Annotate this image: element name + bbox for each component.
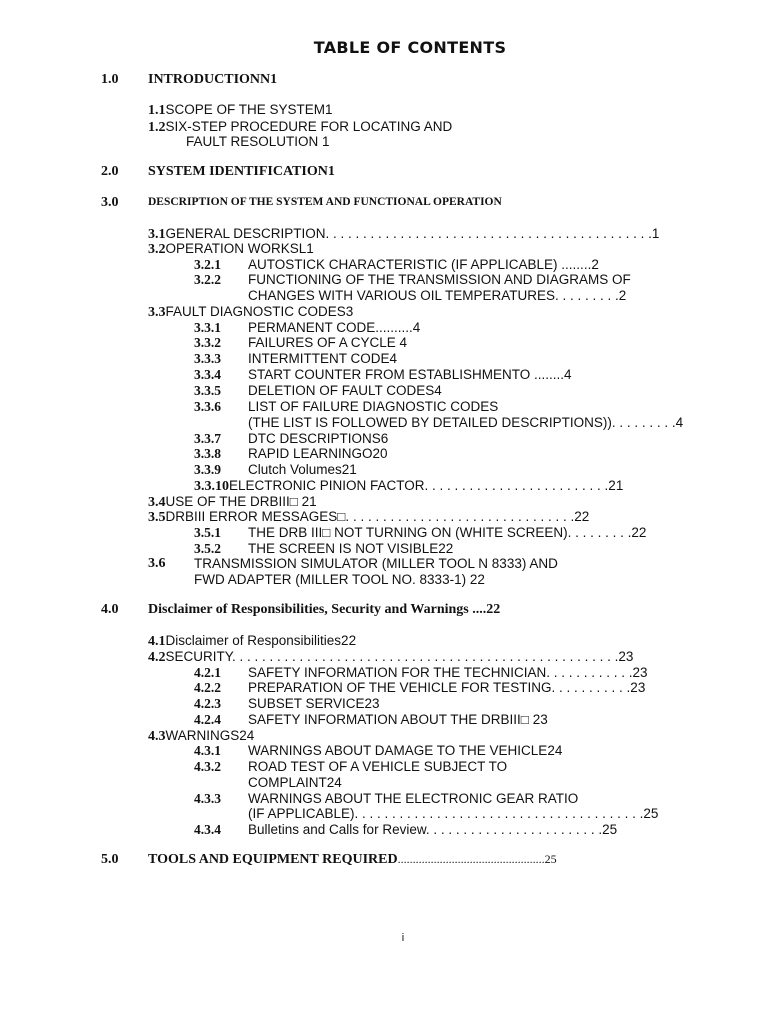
entry-number: 3.3.4 — [194, 367, 221, 382]
entry-number: 1.1 — [148, 103, 166, 118]
section-number: 5.0 — [101, 852, 119, 867]
entry-number: 4.1 — [148, 634, 166, 649]
entry-title: RAPID LEARNINGO20 — [248, 446, 388, 461]
entry-title: TRANSMISSION SIMULATOR (MILLER TOOL N 8333) AND — [194, 556, 558, 571]
entry-number: 3.2.1 — [194, 257, 221, 272]
entry-title: SECURITY. . . . . . . . . . . . . . . . . . . . . . . . . . . . . . . . . . . . . . . . . . . . . . . . . . . .23 — [165, 649, 634, 664]
entry-number: 3.3.6 — [194, 399, 221, 414]
entry-number: 3.5.1 — [194, 525, 221, 540]
entry-number: 3.3.10 — [194, 479, 229, 494]
entry-number: 1.2 — [148, 120, 166, 135]
entry-title: GENERAL DESCRIPTION. . . . . . . . . . . . . . . . . . . . . . . . . . . . . . . . . . . . . . . . . . . .1 — [165, 226, 660, 241]
section-title: SYSTEM IDENTIFICATION1 — [148, 164, 335, 179]
entry-title: WARNINGS ABOUT DAMAGE TO THE VEHICLE24 — [248, 743, 563, 758]
entry-number: 4.2.1 — [194, 665, 221, 680]
entry-title-continued: FAULT RESOLUTION 1 — [186, 134, 330, 149]
entry-number: 3.1 — [148, 227, 166, 242]
entry-title: DTC DESCRIPTIONS6 — [248, 431, 389, 446]
entry-title: FAILURES OF A CYCLE 4 — [248, 335, 408, 350]
entry-number: 3.3.2 — [194, 335, 221, 350]
entry-number: 3.4 — [148, 495, 166, 510]
entry-number: 4.3.3 — [194, 791, 221, 806]
toc-entry-3-3-10[interactable] — [194, 478, 623, 495]
entry-title: THE DRB III□ NOT TURNING ON (WHITE SCREEN). . . . . . . . .22 — [248, 525, 647, 540]
entry-number: 4.3.1 — [194, 743, 221, 758]
entry-number: 3.3.5 — [194, 383, 221, 398]
page-number: i — [401, 932, 405, 944]
entry-number: 4.2 — [148, 650, 166, 665]
entry-number: 4.2.3 — [194, 696, 221, 711]
entry-number: 3.3 — [148, 305, 166, 320]
entry-title: SUBSET SERVICE23 — [248, 696, 380, 711]
entry-title: Disclaimer of Responsibilities22 — [165, 633, 357, 648]
toc-entry-4-2[interactable] — [148, 649, 633, 666]
entry-number: 3.5 — [148, 510, 166, 525]
entry-number: 4.3.2 — [194, 759, 221, 774]
entry-number: 3.3.8 — [194, 446, 221, 461]
entry-number: 3.3.7 — [194, 431, 221, 446]
section-title: Disclaimer of Responsibilities, Security and Warnings ....22 — [148, 602, 501, 617]
page-title: TABLE OF CONTENTS — [313, 38, 507, 57]
entry-title: DELETION OF FAULT CODES4 — [248, 383, 442, 398]
entry-title-continued: (THE LIST IS FOLLOWED BY DETAILED DESCRIPTIONS)). . . . . . . . .4 — [248, 415, 684, 430]
toc-entry-4-1[interactable] — [148, 633, 356, 650]
entry-number: 3.3.1 — [194, 320, 221, 335]
entry-title: FAULT DIAGNOSTIC CODES3 — [165, 304, 354, 319]
toc-entry-3-5[interactable] — [148, 509, 589, 526]
toc-entry-3-3[interactable] — [148, 304, 353, 321]
entry-title: ROAD TEST OF A VEHICLE SUBJECT TO — [248, 759, 508, 774]
entry-title: ELECTRONIC PINION FACTOR. . . . . . . . . . . . . . . . . . . . . . . . .21 — [229, 478, 624, 493]
section-title: DESCRIPTION OF THE SYSTEM AND FUNCTIONAL OPERATION — [148, 196, 502, 208]
entry-title: OPERATION WORKSL1 — [165, 241, 314, 256]
section-number: 4.0 — [101, 602, 119, 617]
entry-title-continued: (IF APPLICABLE). . . . . . . . . . . . . . . . . . . . . . . . . . . . . . . . . . . . . . .25 — [248, 806, 659, 821]
entry-title: LIST OF FAILURE DIAGNOSTIC CODES — [248, 399, 499, 414]
section-title: INTRODUCTIONN1 — [148, 72, 278, 87]
section-title-text: TOOLS AND EQUIPMENT REQUIRED — [148, 852, 398, 867]
entry-title: WARNINGS ABOUT THE ELECTRONIC GEAR RATIO — [248, 791, 579, 806]
section-number: 1.0 — [101, 72, 119, 87]
entry-title: Bulletins and Calls for Review. . . . . . . . . . . . . . . . . . . . . . . .25 — [248, 822, 618, 837]
entry-number: 4.3.4 — [194, 822, 221, 837]
entry-title: AUTOSTICK CHARACTERISTIC (IF APPLICABLE) ........2 — [248, 257, 599, 272]
entry-title: DRBIII ERROR MESSAGES□. . . . . . . . . . . . . . . . . . . . . . . . . . . . . . .22 — [165, 509, 590, 524]
section-number: 2.0 — [101, 164, 119, 179]
entry-number: 3.2 — [148, 242, 166, 257]
entry-title: FUNCTIONING OF THE TRANSMISSION AND DIAGRAMS OF — [248, 272, 631, 287]
entry-title: PREPARATION OF THE VEHICLE FOR TESTING. . . . . . . . . . .23 — [248, 680, 646, 695]
entry-title: WARNINGS24 — [165, 728, 255, 743]
entry-title: PERMANENT CODE..........4 — [248, 320, 421, 335]
entry-title-continued: COMPLAINT24 — [248, 775, 342, 790]
section-number: 3.0 — [101, 195, 119, 210]
entry-title-continued: CHANGES WITH VARIOUS OIL TEMPERATURES. . . . . . . . .2 — [248, 288, 627, 303]
entry-number: 4.2.2 — [194, 680, 221, 695]
toc-entry-1-1[interactable] — [148, 102, 333, 119]
entry-title: SAFETY INFORMATION ABOUT THE DRBIII□ 23 — [248, 712, 548, 727]
entry-title: USE OF THE DRBIII□ 21 — [165, 494, 317, 509]
entry-title: START COUNTER FROM ESTABLISHMENTO ........4 — [248, 367, 572, 382]
entry-title: Clutch Volumes21 — [248, 462, 357, 477]
toc-entry-3-2[interactable] — [148, 241, 314, 258]
entry-title: SIX-STEP PROCEDURE FOR LOCATING AND — [165, 119, 453, 134]
entry-title: THE SCREEN IS NOT VISIBLE22 — [248, 541, 454, 556]
entry-number: 4.2.4 — [194, 712, 221, 727]
entry-title: SAFETY INFORMATION FOR THE TECHNICIAN. . . . . . . . . . . .23 — [248, 665, 648, 680]
entry-title-continued: FWD ADAPTER (MILLER TOOL NO. 8333-1) 22 — [194, 572, 485, 587]
entry-number: 3.3.3 — [194, 351, 221, 366]
entry-title: INTERMITTENT CODE4 — [248, 351, 398, 366]
entry-number: 3.3.9 — [194, 462, 221, 477]
entry-number: 3.6 — [148, 556, 166, 571]
entry-title: SCOPE OF THE SYSTEM1 — [165, 102, 333, 117]
leader-dots: .................................................25 — [397, 852, 557, 866]
entry-number: 3.5.2 — [194, 541, 221, 556]
entry-number: 3.2.2 — [194, 272, 221, 287]
entry-number: 4.3 — [148, 729, 166, 744]
section-title — [148, 852, 557, 868]
